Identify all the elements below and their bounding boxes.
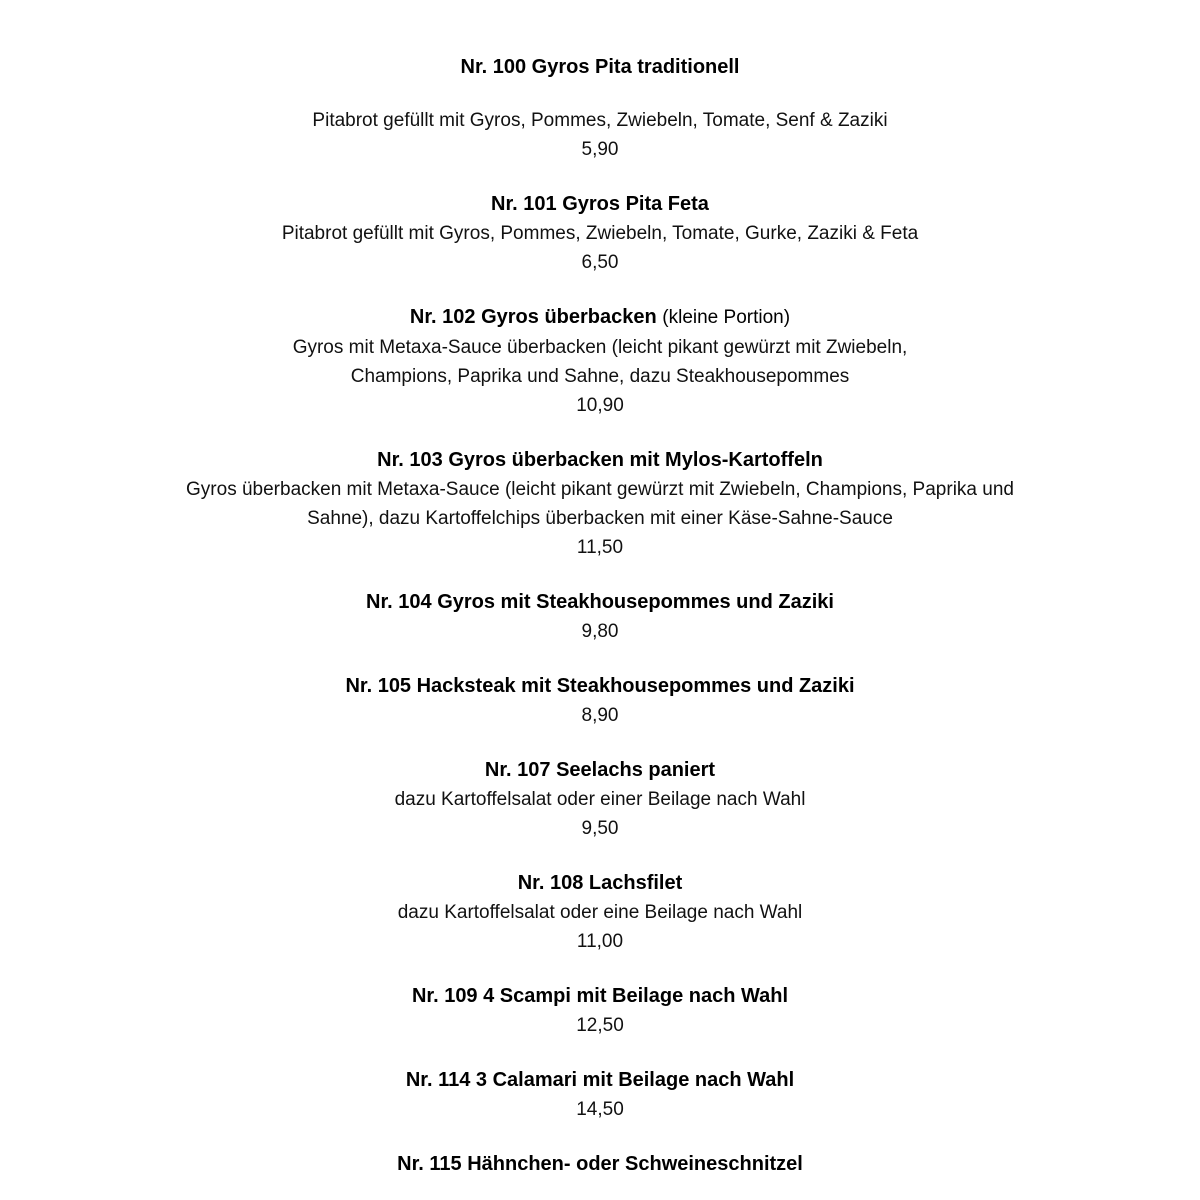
item-description: Champions, Paprika und Sahne, dazu Steakhousepommes <box>350 366 850 387</box>
menu-item-115 <box>0 1149 1200 1179</box>
item-price: 14,50 <box>576 1099 624 1120</box>
item-description: Gyros mit Metaxa-Sauce überbacken (leicht pikant gewürzt mit Zwiebeln, <box>292 337 908 358</box>
item-price: 5,90 <box>581 139 619 160</box>
item-title: Nr. 103 Gyros überbacken mit Mylos-Kartoffeln <box>377 449 823 471</box>
item-title: Nr. 114 3 Calamari mit Beilage nach Wahl <box>405 1069 795 1091</box>
item-description: dazu Kartoffelsalat oder einer Beilage nach Wahl <box>394 789 806 810</box>
item-title: Nr. 104 Gyros mit Steakhousepommes und Zaziki <box>366 591 834 613</box>
item-description: Pitabrot gefüllt mit Gyros, Pommes, Zwiebeln, Tomate, Senf & Zaziki <box>312 110 888 131</box>
menu-item-103 <box>0 445 1200 562</box>
item-description: dazu Kartoffelsalat oder eine Beilage nach Wahl <box>397 902 803 923</box>
item-title: Nr. 115 Hähnchen- oder Schweineschnitzel <box>397 1153 803 1175</box>
item-price: 9,80 <box>581 621 619 642</box>
item-price: 11,50 <box>576 537 624 558</box>
menu-item-100 <box>0 52 1200 164</box>
item-price: 10,90 <box>576 395 624 416</box>
menu-item-109 <box>0 981 1200 1040</box>
item-price: 9,50 <box>581 818 619 839</box>
item-price: 8,90 <box>581 705 619 726</box>
item-title: Nr. 109 4 Scampi mit Beilage nach Wahl <box>411 985 789 1007</box>
item-portion-note: (kleine Portion) <box>662 307 791 328</box>
menu-item-105 <box>0 671 1200 730</box>
menu-item-101 <box>0 189 1200 277</box>
menu-list <box>0 52 1200 1179</box>
item-description: Sahne), dazu Kartoffelchips überbacken mit einer Käse-Sahne-Sauce <box>307 508 893 529</box>
item-title: Nr. 105 Hacksteak mit Steakhousepommes und Zaziki <box>345 675 855 697</box>
item-title-text: Nr. 102 Gyros überbacken <box>409 306 657 328</box>
item-price: 12,50 <box>576 1015 624 1036</box>
menu-item-102 <box>0 302 1200 420</box>
item-title <box>0 302 1200 333</box>
item-title: Nr. 101 Gyros Pita Feta <box>491 193 709 215</box>
menu-item-114 <box>0 1065 1200 1124</box>
item-description: Gyros überbacken mit Metaxa-Sauce (leicht pikant gewürzt mit Zwiebeln, Champions, Paprika und <box>186 479 1014 500</box>
item-title: Nr. 100 Gyros Pita traditionell <box>460 56 740 78</box>
menu-item-108 <box>0 868 1200 956</box>
menu-item-107 <box>0 755 1200 843</box>
item-title: Nr. 107 Seelachs paniert <box>484 759 716 781</box>
item-description: Pitabrot gefüllt mit Gyros, Pommes, Zwiebeln, Tomate, Gurke, Zaziki & Feta <box>281 223 919 244</box>
menu-item-104 <box>0 587 1200 646</box>
item-price: 11,00 <box>576 931 624 952</box>
item-title: Nr. 108 Lachsfilet <box>517 872 683 894</box>
item-price: 6,50 <box>581 252 619 273</box>
